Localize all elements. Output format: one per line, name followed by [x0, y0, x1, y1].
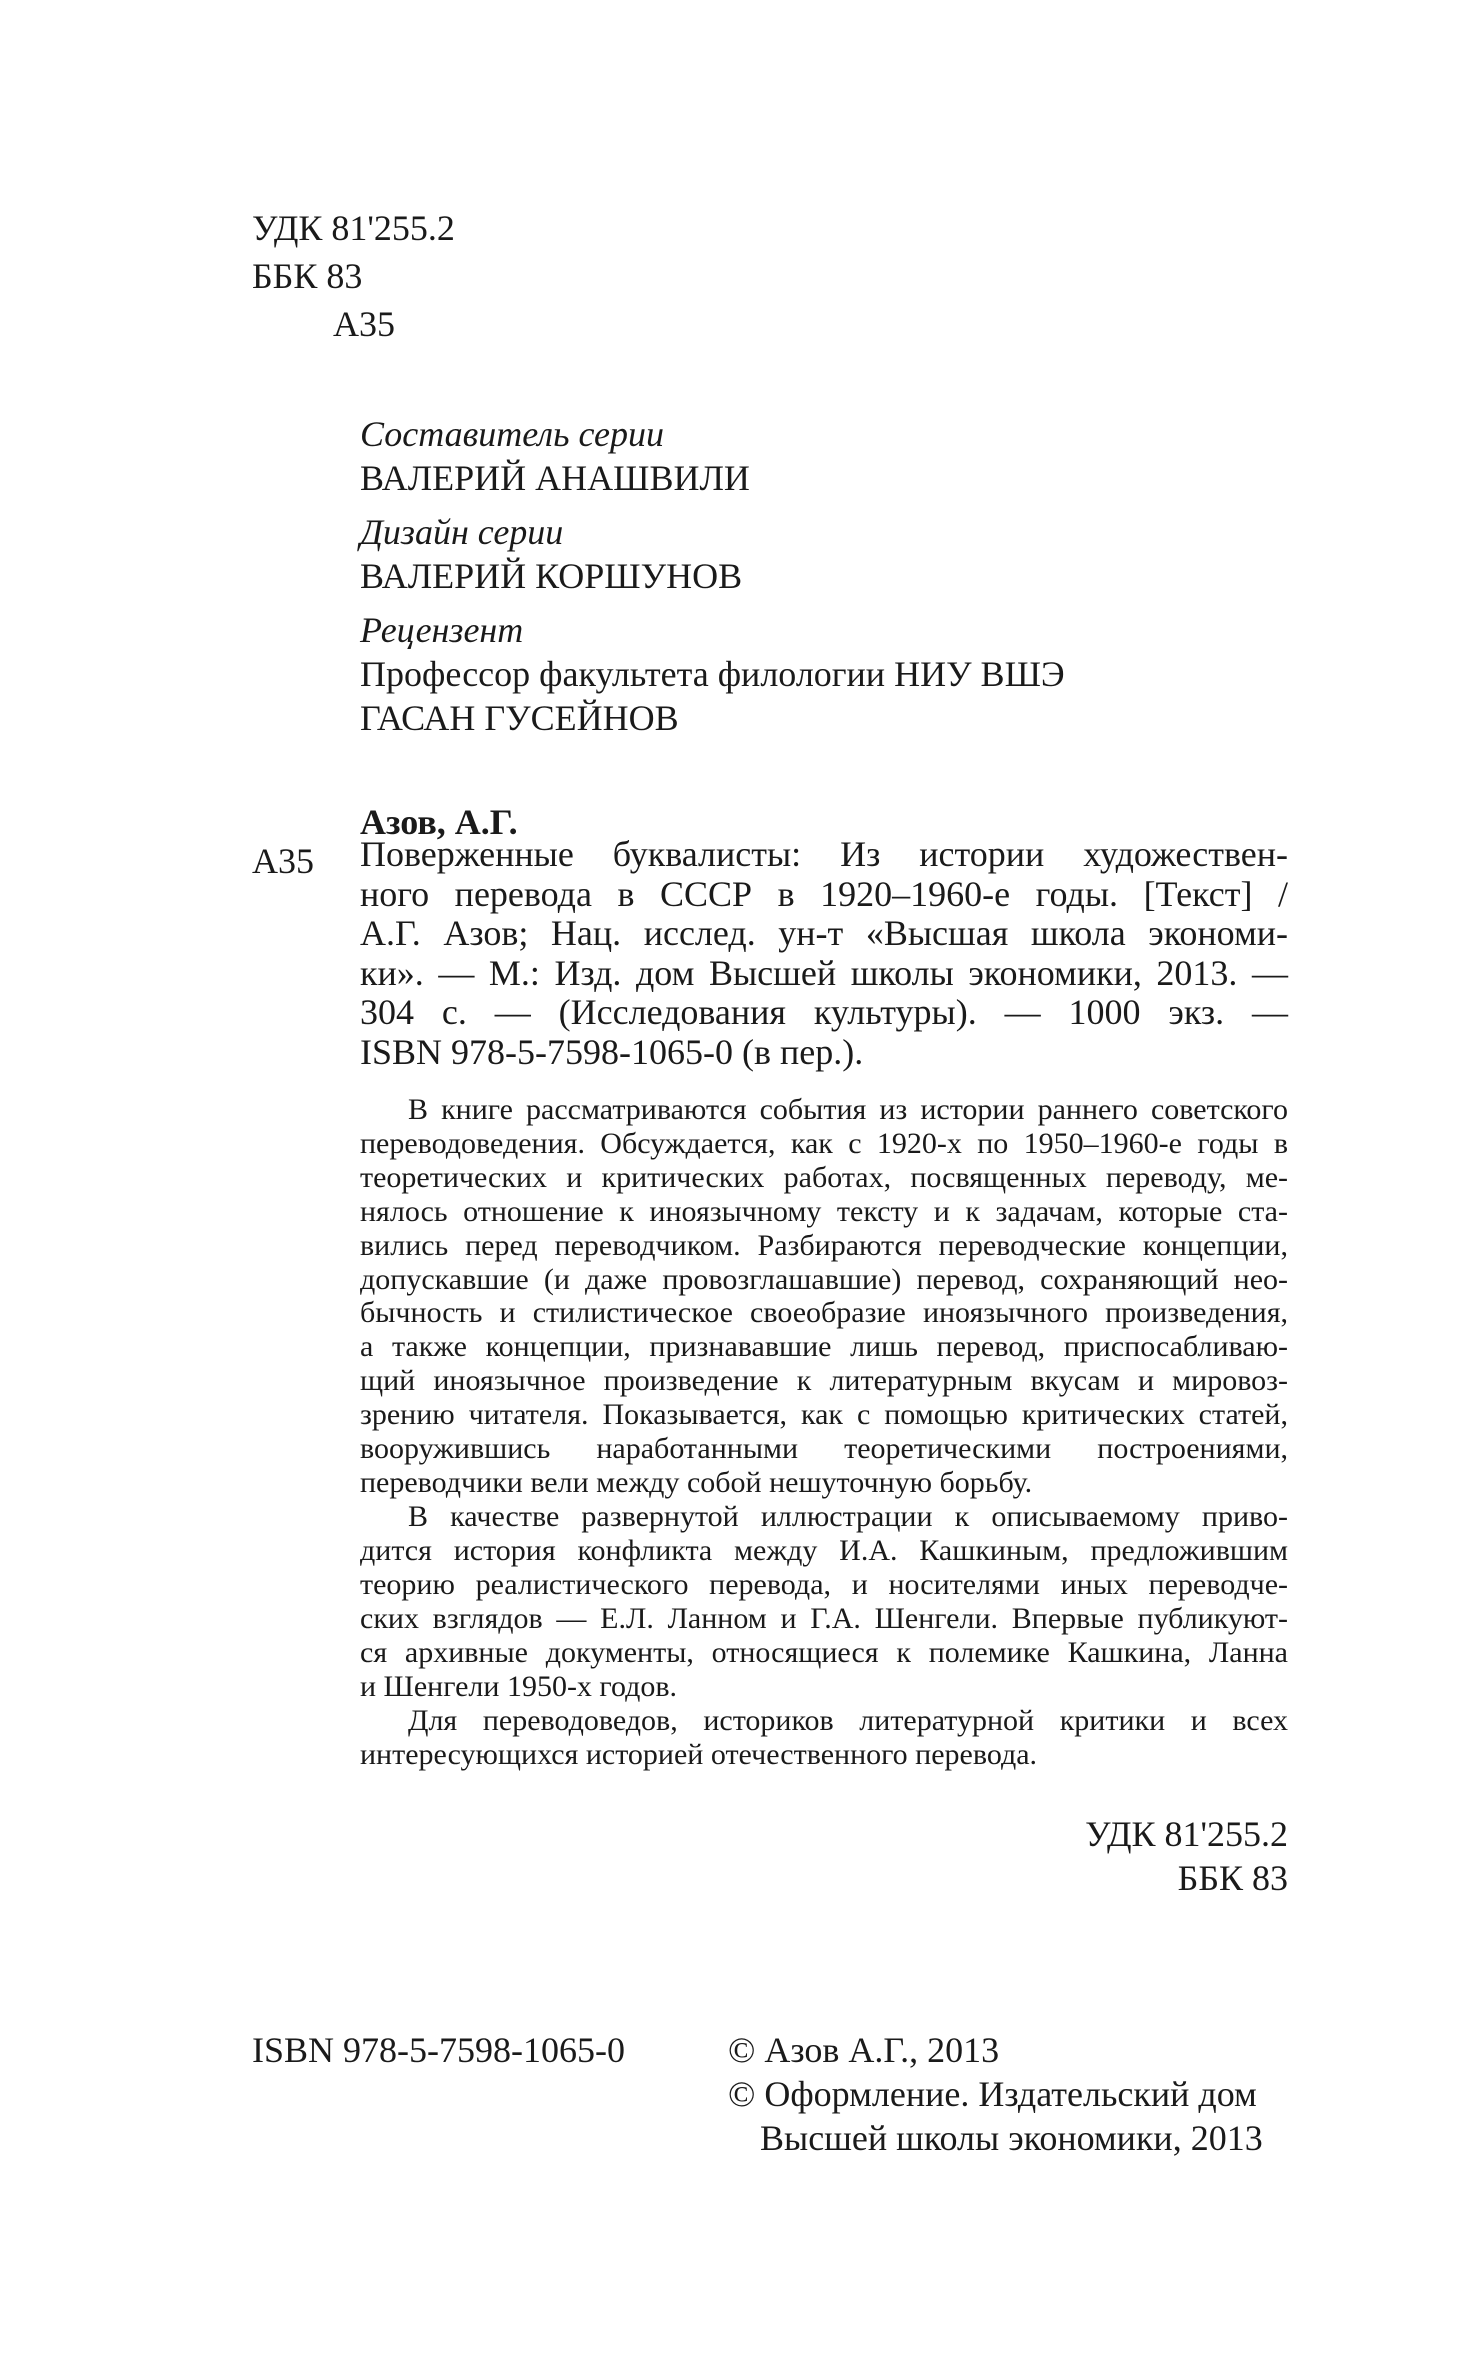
abstract-line: и Шенгели 1950-х годов. [360, 1669, 678, 1703]
abstract-line: дится история конфликта между И.А. Кашкиным, предложившим [360, 1533, 1288, 1567]
reviewer-label: Рецензент [360, 610, 524, 650]
bbk-code: ББК 83 [252, 256, 363, 296]
abstract-line: допускавшие (и даже провозглашавшие) перевод, сохраняющий нео- [360, 1262, 1288, 1296]
udk-code: УДК 81'255.2 [252, 208, 455, 248]
reviewer-title: Профессор факультета филологии НИУ ВШЭ [360, 654, 1065, 694]
series-design-name: ВАЛЕРИЙ КОРШУНОВ [360, 556, 743, 596]
abstract-line: нялось отношение к иноязычному тексту и к задачам, которые ста- [360, 1194, 1288, 1228]
catalog-line: ISBN 978-5-7598-1065-0 (в пер.). [360, 1031, 864, 1072]
abstract-line: вооружившись наработанными теоретическими построениями, [360, 1432, 1288, 1466]
author-mark: А35 [333, 304, 395, 344]
abstract-line: щий иноязычное произведение к литературным вкусам и мировоз- [360, 1364, 1288, 1398]
abstract-line: теорию реалистического перевода, и носителями иных переводче- [360, 1567, 1288, 1601]
abstract-line: переводоведения. Обсуждается, как с 1920-х по 1950–1960-е годы в [360, 1126, 1288, 1160]
series-design-label: Дизайн серии [360, 512, 564, 552]
catalog-line: Поверженные буквалисты: Из истории художествен- [360, 834, 1288, 874]
abstract-line: переводчики вели между собой нешуточную борьбу. [360, 1465, 1033, 1499]
catalog-line: А.Г. Азов; Нац. исслед. ун-т «Высшая школа экономи- [360, 913, 1288, 954]
series-compiler-label: Составитель серии [360, 414, 664, 454]
abstract-line: бычность и стилистическое своеобразие иноязычного произведения, [360, 1296, 1288, 1330]
bbk-code-bottom: ББК 83 [1177, 1858, 1288, 1898]
copyright-design: © Оформление. Издательский дом [728, 2074, 1257, 2114]
abstract-line: а также концепции, признававшие лишь перевод, приспосабливаю- [360, 1330, 1288, 1364]
abstract-line: Для переводоведов, историков литературной критики и всех [408, 1704, 1288, 1737]
reviewer-name: ГАСАН ГУСЕЙНОВ [360, 698, 679, 738]
isbn: ISBN 978-5-7598-1065-0 [252, 2030, 625, 2070]
copyright-author: © Азов А.Г., 2013 [728, 2030, 1000, 2070]
catalog-author-mark: А35 [252, 841, 314, 881]
series-compiler-name: ВАЛЕРИЙ АНАШВИЛИ [360, 458, 750, 498]
abstract-paragraph-2 [360, 1500, 1288, 1703]
abstract-line: зрению читателя. Показывается, как с помощью критических статей, [360, 1398, 1288, 1432]
catalog-description [360, 835, 1288, 1073]
abstract-line: интересующихся историей отечественного перевода. [360, 1737, 1038, 1771]
abstract-paragraph-3 [360, 1704, 1288, 1772]
abstract-line: В книге рассматриваются события из истории раннего советского [408, 1093, 1288, 1126]
copyright-publisher: Высшей школы экономики, 2013 [760, 2118, 1263, 2158]
abstract-line: вились перед переводчиком. Разбираются переводческие концепции, [360, 1228, 1288, 1262]
abstract-line: В качестве развернутой иллюстрации к описываемому приво- [408, 1500, 1288, 1533]
catalog-line: ного перевода в СССР в 1920–1960-е годы. [Текст] / [360, 873, 1288, 914]
abstract-line: ся архивные документы, относящиеся к полемике Кашкина, Ланна [360, 1635, 1288, 1669]
catalog-line: 304 с. — (Исследования культуры). — 1000 экз. — [360, 992, 1288, 1033]
udk-code-bottom: УДК 81'255.2 [1085, 1814, 1288, 1854]
catalog-author: Азов, А.Г. [360, 802, 518, 842]
abstract-line: ских взглядов — Е.Л. Ланном и Г.А. Шенгели. Впервые публикуют- [360, 1601, 1288, 1635]
abstract-line: теоретических и критических работах, посвященных переводу, ме- [360, 1160, 1288, 1194]
abstract-paragraph-1 [360, 1093, 1288, 1500]
catalog-line: ки». — М.: Изд. дом Высшей школы экономики, 2013. — [360, 952, 1288, 993]
